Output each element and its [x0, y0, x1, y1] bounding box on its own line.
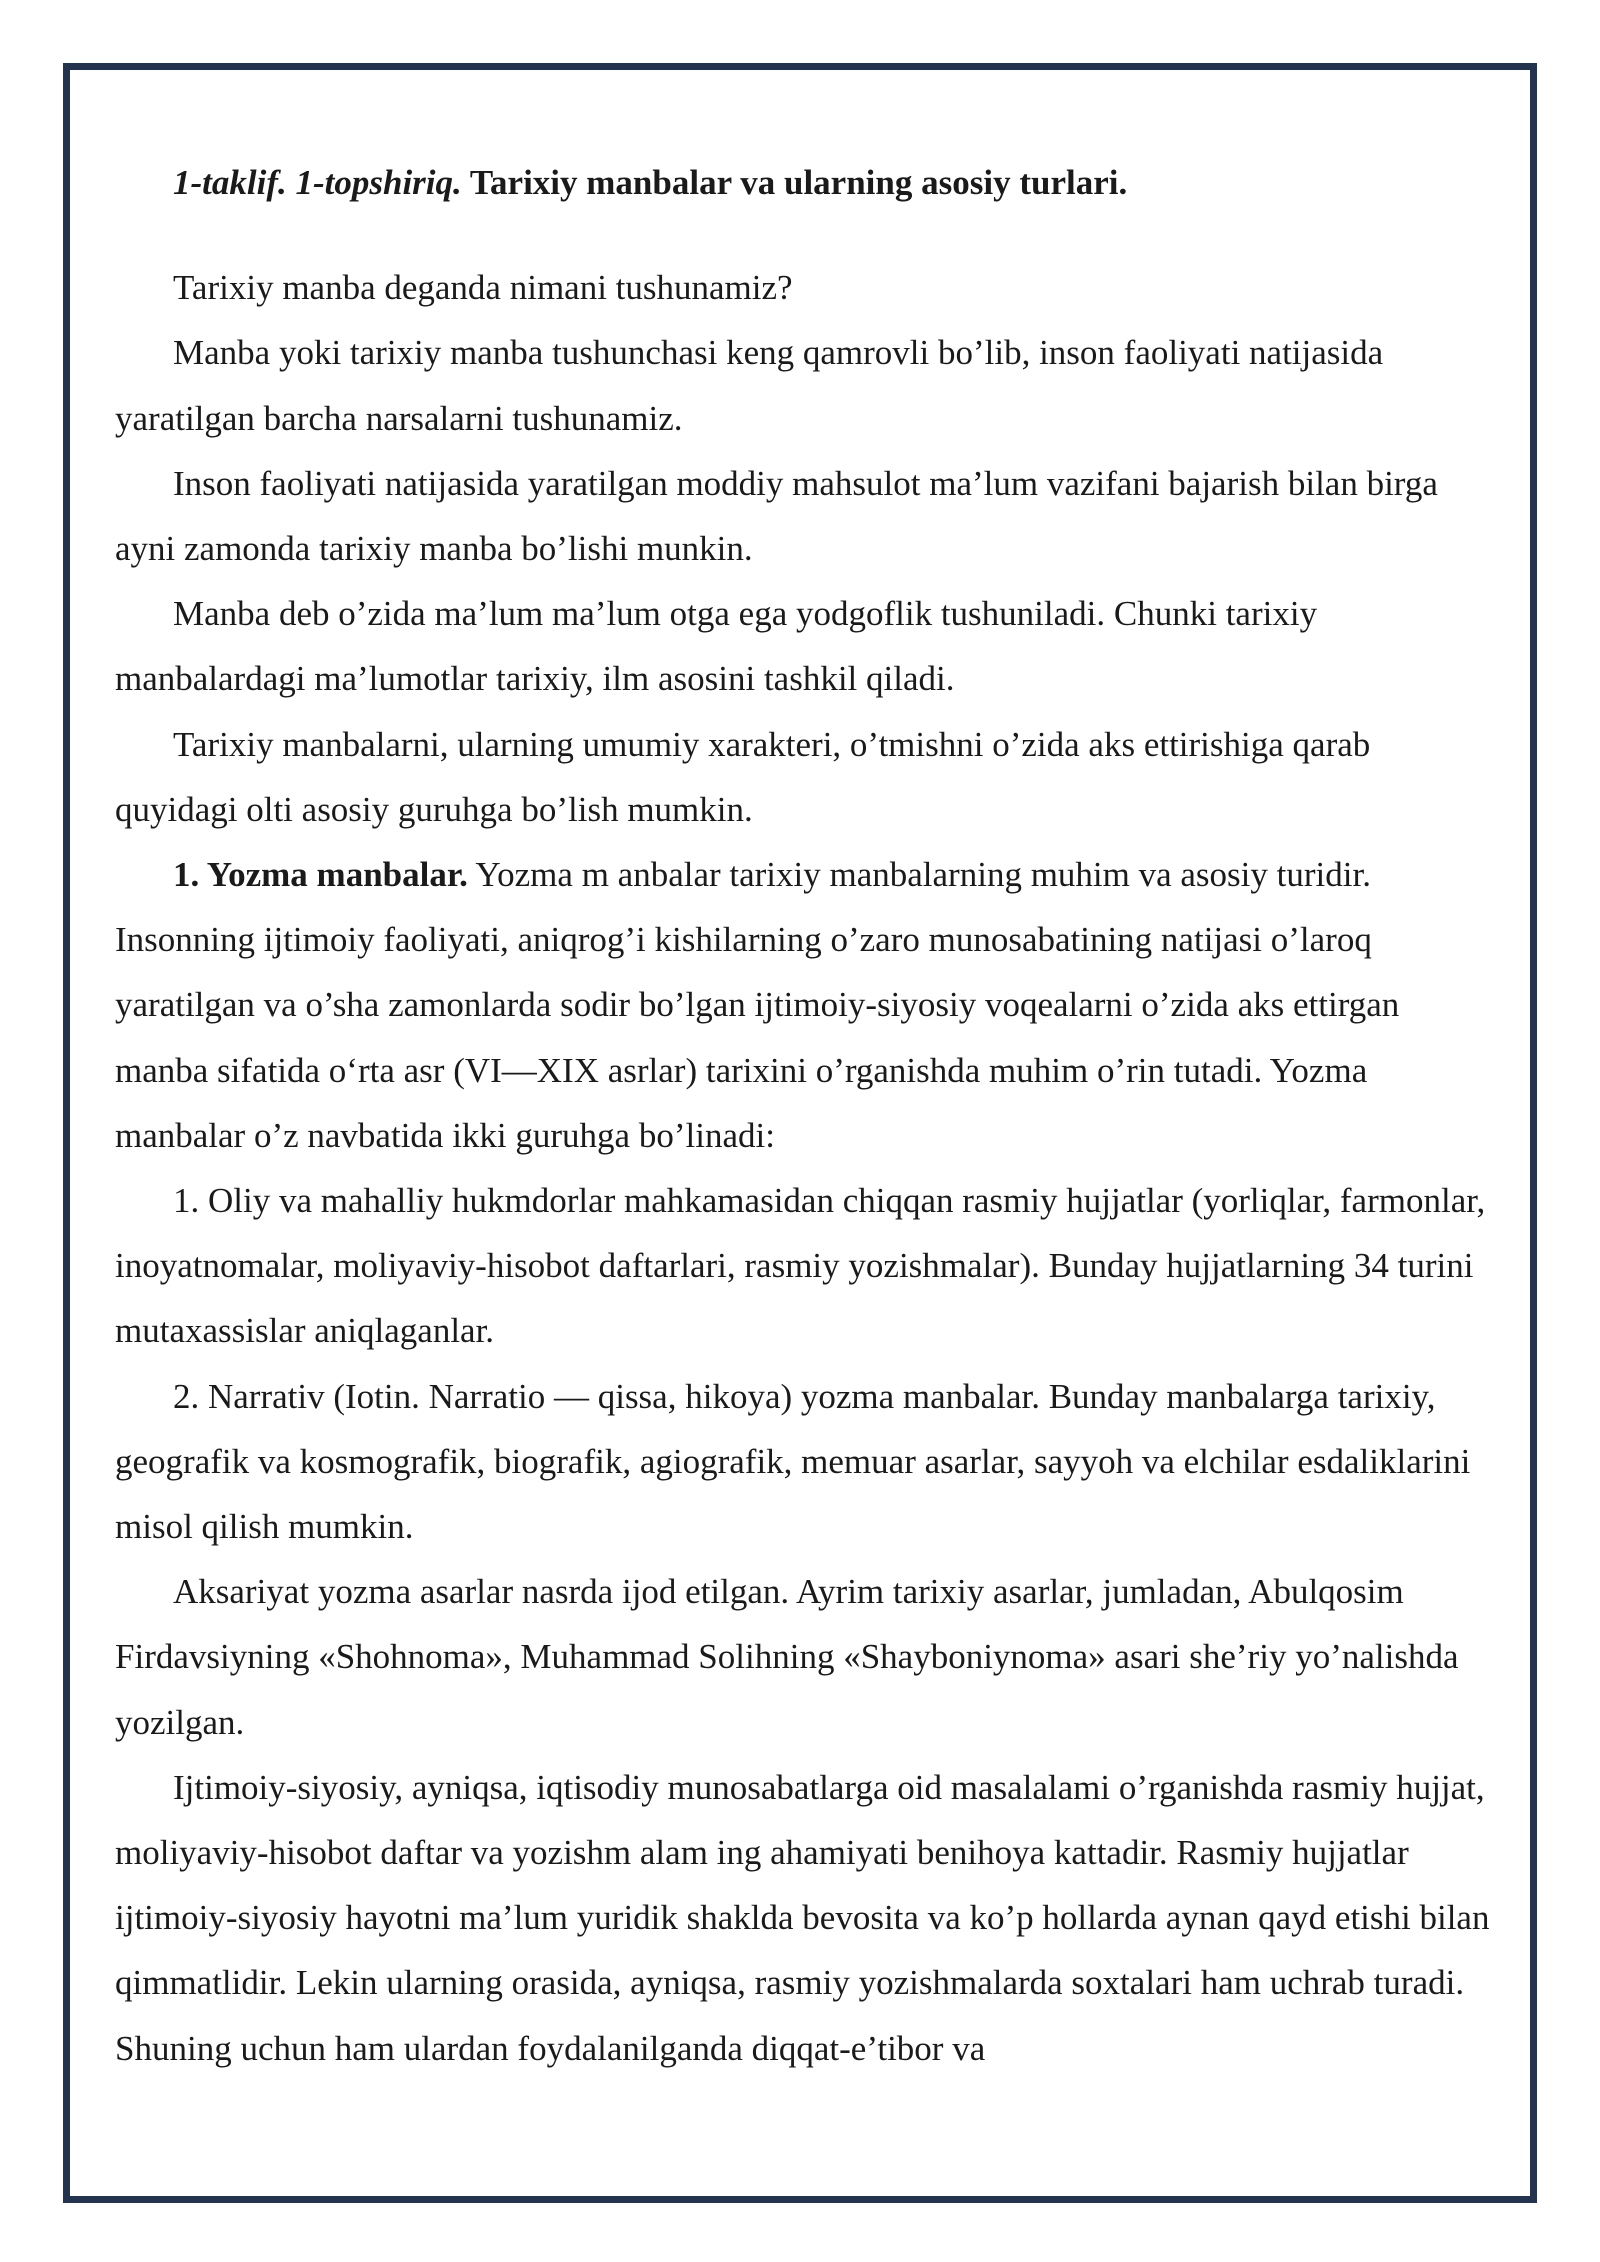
section-paragraph — [115, 842, 1495, 1168]
section-text: Yozma m anbalar tarixiy manbalarning muhim va asosiy turidir. Insonning ijtimoiy faoliyati, aniqrog’i kishilarning o’zaro munosabatining natijasi o’laroq yaratilgan va o’sha zamonlarda sodir bo’lgan ijtimoiy-siyosiy voqealarni o’zida aks ettirgan manba sifatida o‘rta asr (VI—XIX asrlar) tarixini o’rganishda muhim o’rin tutadi. Yozma manbalar o’z navbatida ikki guruhga bo’linadi: — [115, 855, 1400, 1155]
paragraph: Tarixiy manbalarni, ularning umumiy xarakteri, o’tmishni o’zida aks ettirishiga qarab quyidagi olti asosiy guruhga bo’lish mumkin. — [115, 724, 1371, 829]
section-heading: 1. Yozma manbalar. — [173, 855, 468, 895]
title-rest: Tarixiy manbalar va ularning asosiy turlari. — [461, 163, 1128, 202]
paragraph: Inson faoliyati natijasida yaratilgan moddiy mahsulot ma’lum vazifani bajarish bilan birga ayni zamonda tarixiy manba bo’lishi munkin. — [115, 463, 1438, 569]
document-body — [115, 150, 1495, 2081]
paragraph: Manba deb o’zida ma’lum ma’lum otga ega yodgoflik tushuniladi. Chunki tarixiy manbalardagi ma’lumotlar tarixiy, ilm asosini tashkil qiladi. — [115, 594, 1318, 699]
paragraph: Ijtimoiy-siyosiy, ayniqsa, iqtisodiy munosabatlarga oid masalalami o’rganishda rasmiy hujjat, moliyaviy-hisobot daftar va yozishm alam ing ahamiyati benihoya kattadir. Rasmiy hujjatlar ijtimoiy-siyosiy hayotni ma’lum yuridik shaklda bevosita va ko’p hollarda aynan qayd etishi bilan qimmatlidir. Lekin ularning orasida, ayniqsa, rasmiy yozishmalarda soxtalari ham uchrab turadi. Shuning uchun ham ulardan foydalanilganda diqqat-e’tibor va — [115, 1767, 1490, 2068]
paragraph: Manba yoki tarixiy manba tushunchasi keng qamrovli bo’lib, inson faoliyati natijasida yaratilgan barcha narsalarni tushunamiz. — [115, 333, 1384, 438]
title-lead: 1-taklif. 1-topshiriq. — [173, 163, 462, 202]
paragraph: Aksariyat yozma asarlar nasrda ijod etilgan. Ayrim tarixiy asarlar, jumladan, Abulqosim Firdavsiyning «Shohnoma», Muhammad Solihning «Shayboniynoma» asari she’riy yo’nalishda yozilgan. — [115, 1572, 1459, 1742]
paragraph: Tarixiy manba deganda nimani tushunamiz? — [173, 268, 793, 308]
page-title — [115, 150, 1495, 215]
paragraph: 2. Narrativ (Iotin. Narratio — qissa, hikoya) yozma manbalar. Bunday manbalarga tarixiy, geografik va kosmografik, biografik, agiografik, memuar asarlar, sayyoh va elchilar esdaliklarini misol qilish mumkin. — [115, 1376, 1471, 1547]
paragraph: 1. Oliy va mahalliy hukmdorlar mahkamasidan chiqqan rasmiy hujjatlar (yorliqlar, farmonlar, inoyatnomalar, moliyaviy-hisobot daftarlari, rasmiy yozishmalar). Bunday hujjatlarning 34 turini mutaxassislar aniqlaganlar. — [115, 1181, 1486, 1351]
